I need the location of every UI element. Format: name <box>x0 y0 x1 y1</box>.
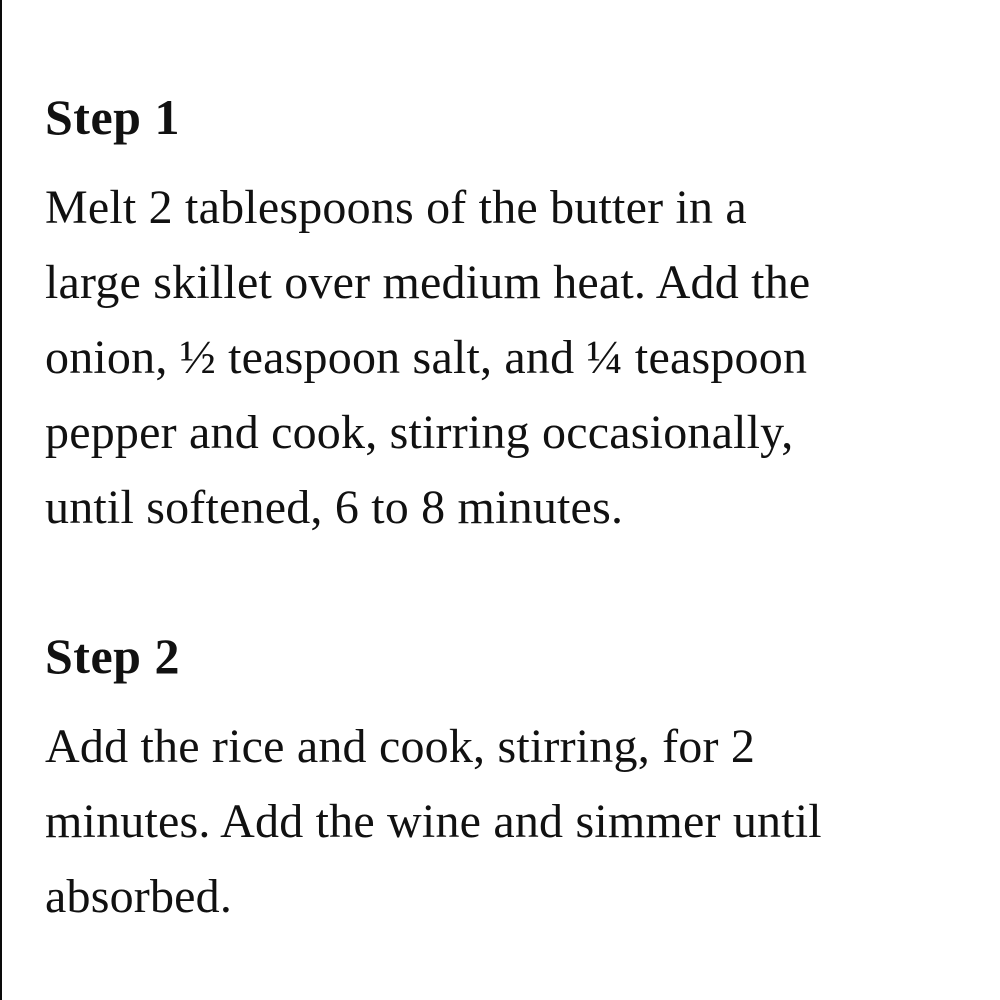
text-line: minutes. Add the wine and simmer until <box>45 795 822 848</box>
text-line: large skillet over medium heat. Add the <box>45 256 811 309</box>
step-2-instructions <box>45 709 990 934</box>
text-line: Melt 2 tablespoons of the butter in a <box>45 181 747 234</box>
step-1-instructions <box>45 170 990 545</box>
text-line: pepper and cook, stirring occasionally, <box>45 406 794 459</box>
text-line: onion, ½ teaspoon salt, and ¼ teaspoon <box>45 331 808 384</box>
text-line: until softened, 6 to 8 minutes. <box>45 481 624 534</box>
step-section-2 <box>45 628 990 934</box>
step-1-title: Step 1 <box>45 89 180 145</box>
step-section-1 <box>45 89 990 545</box>
text-line: Add the rice and cook, stirring, for 2 <box>45 720 756 773</box>
text-line: absorbed. <box>45 870 233 923</box>
step-2-title: Step 2 <box>45 628 180 684</box>
